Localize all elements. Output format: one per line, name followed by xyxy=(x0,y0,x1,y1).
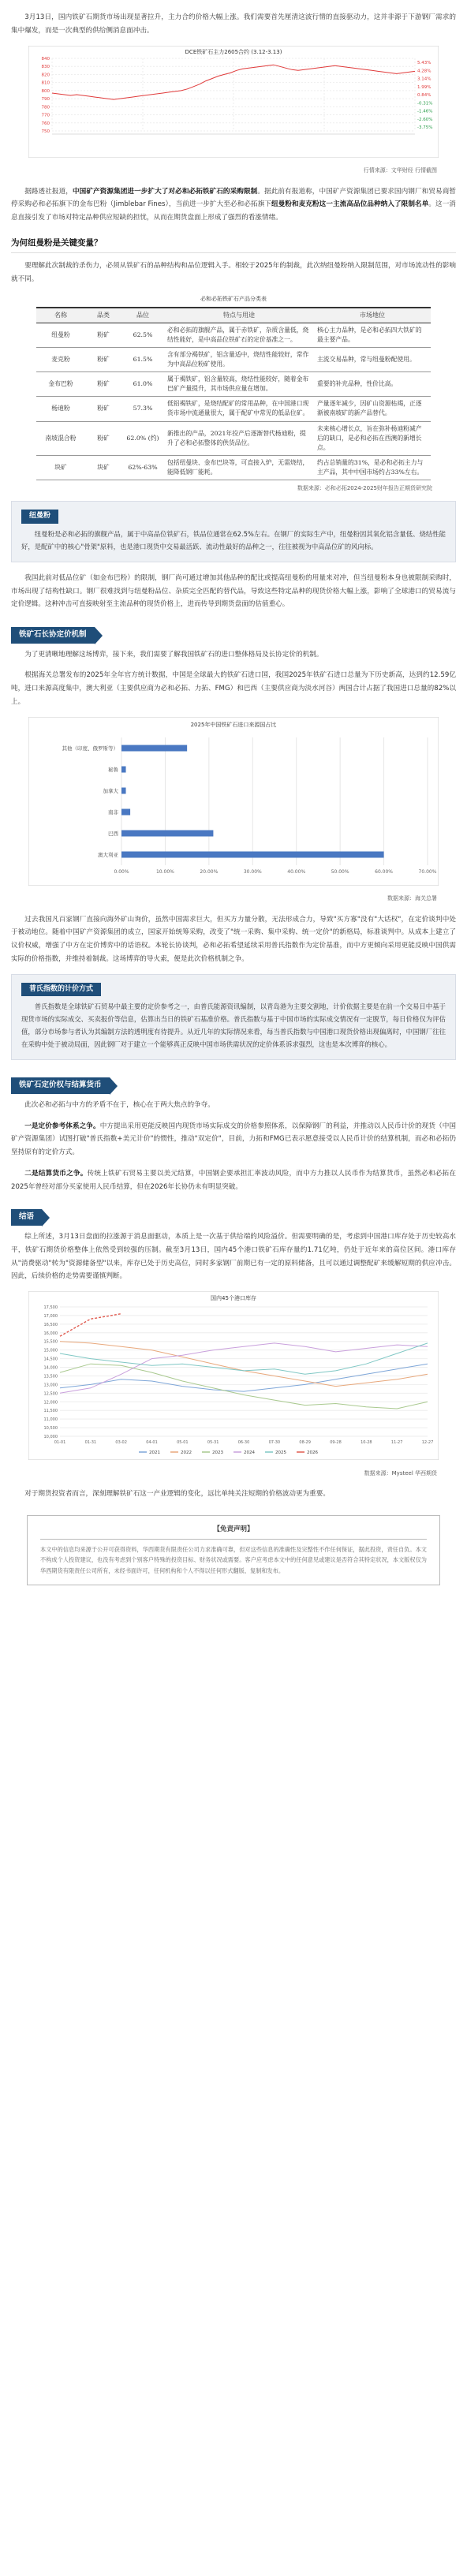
x-tick-label: 05-31 xyxy=(207,1440,219,1446)
pct-tick-label: 4.28% xyxy=(417,68,432,73)
futures-price-chart xyxy=(28,46,439,158)
table-cell: 粉矿 xyxy=(85,372,121,397)
y-tick-label: 12,000 xyxy=(43,1400,58,1406)
bar xyxy=(121,851,384,857)
section2-paragraph-2: 根据海关总署发布的2025年全年官方统计数据，中国是全球最大的铁矿石进口国，我国2025年铁矿石进口总量为下历史新高，达到约12.59亿吨，进口来源高度集中，澳大利亚（主要供应商为必和必拓、力拓、FMG）和巴西（主要供应商为淡水河谷）两国合计占据了我国进口总量的82%以上。 xyxy=(11,671,456,706)
table-cell: 61.5% xyxy=(121,348,164,372)
x-tick-label: 01-01 xyxy=(54,1440,66,1446)
section4-paragraph-1: 综上所述，3月13日盘面的拉涨源于消息面驱动，本质上是一次基于供给端的风险溢价。但需要明确的是，考虑到中国港口库存处于历史较高水平，铁矿石期货价格整体上依然受到较强的压制。截至3月13日，国内45个港口铁矿石库存量约1.71亿吨，仍处于近年来的高位区间。港口库存从"消费驱动"转为"资源储备型"以来，库存已处于历史高位，同时多家钢厂前期已有一定的原料储备，且可以通过调整配矿来缓解短期的供应冲击。因此，后续价格的走势需要谨慎判断。 xyxy=(11,1233,456,1281)
table-source: 数据来源：必和必拓2024-2025财年报告正期货研究院 xyxy=(297,484,432,491)
y-tick-label: 11,000 xyxy=(43,1417,58,1423)
table-cell: 新推出的产品，2021年投产后逐渐替代杨迪粉，提升了必和必拓整体的供货品位。 xyxy=(164,421,314,455)
y-tick-label: 13,500 xyxy=(43,1374,58,1379)
table-cell: 62.0% (约) xyxy=(121,421,164,455)
table-cell: 块矿 xyxy=(85,455,121,480)
callout-text: 普氏指数是全球铁矿石贸易中最主要的定价参考之一，由普氏能源资讯编制，以青岛港为主要交割地，计价依据主要是在前一个交易日中基于现货市场的实际成交、买卖报价等信息，估算出当日的铁矿石基准价格。普氏指数与基于中国市场的实际成交情况有一定脱节，每日价格仅为评估值，部分市场参与者认为其编制方法的透明度有待提升。从近几年的实际情况来看，每当普氏指数与中国港口现货价格出现偏离时，中国钢厂往往在采购中处于被动局面，因此钢厂对于建立一个能够真正反映中国市场供需状况的定价体系诉求强烈，这也是本次博弈的核心。 xyxy=(21,1002,446,1049)
intro-paragraph-1: 3月13日，国内铁矿石期货市场出现显著拉升，主力合约价格大幅上涨。我们需要首先厘清这波行情的直接驱动力，这并非源于下游钢厂需求的集中爆发，而是一次典型的供给侧消息面冲击。 xyxy=(11,13,456,35)
x-tick-label: 06-30 xyxy=(237,1440,250,1446)
table-header-cell: 市场地位 xyxy=(314,308,431,323)
x-tick-label: 01-31 xyxy=(84,1440,97,1446)
table-cell: 重要的补充品种，性价比高。 xyxy=(314,372,431,397)
table-row xyxy=(36,348,431,372)
table-header-cell: 特点与用途 xyxy=(164,308,314,323)
x-tick-label: 05-01 xyxy=(177,1440,189,1446)
futures-chart-figure xyxy=(11,46,456,176)
table-row xyxy=(36,323,431,347)
callout-tag: 纽曼粉 xyxy=(21,510,58,524)
table-header-cell: 品类 xyxy=(85,308,121,323)
pct-tick-label: 1.99% xyxy=(417,84,432,90)
x-tick-label: 04-01 xyxy=(146,1440,158,1446)
legend-label: 2022 xyxy=(181,1450,192,1456)
pct-tick-label: -3.75% xyxy=(417,125,433,130)
section4-paragraph-2: 对于期货投资者而言，深刻理解铁矿石这一产业逻辑的变化，远比单纯关注短期的价格波动更为重要。 xyxy=(24,1490,330,1499)
y-tick-label: 15,500 xyxy=(43,1339,58,1345)
y-tick-label: 760 xyxy=(41,121,50,126)
section3-paragraph-2: 一是定价参考体系之争。中方提出采用更能反映国内现货市场实际成交的价格参照体系，以保障钢厂的利益，并推动以人民币计价的现货（中国矿产资源集团）试图打破"普氏指数+美元计价"的惯性，推动"双定价"，目前，力拓和FMG已表示愿意接受以人民币计价的结算机制，而必和必拓仍坚持原有的定价方式。 xyxy=(11,1122,456,1157)
table-cell: 未来核心增长点，旨在弥补杨迪粉减产后的缺口，是必和必拓在西澳的新增长点。 xyxy=(314,421,431,455)
callout-newman xyxy=(11,501,456,562)
table-cell: 61.0% xyxy=(121,372,164,397)
bar xyxy=(121,830,213,836)
section-header-conclusion: 结语 xyxy=(11,1209,42,1226)
section2-paragraph-1: 为了更清晰地理解这场博弈，接下来，我们需要了解我国铁矿石的进口整体格局及长协定价的机制。 xyxy=(24,650,323,659)
table-row xyxy=(36,372,431,397)
table-cell: 主流交易品种，常与纽曼粉配使用。 xyxy=(314,348,431,372)
y-tick-label: 750 xyxy=(41,129,50,134)
callout-tag: 普氏指数的计价方式 xyxy=(21,983,101,997)
table-cell: 62%-63% xyxy=(121,455,164,480)
table-row xyxy=(36,397,431,421)
import-chart-figure xyxy=(11,717,456,904)
x-tick-label: 10-28 xyxy=(361,1440,372,1446)
x-tick-label: 12-27 xyxy=(421,1440,434,1446)
y-tick-label: 11,500 xyxy=(43,1409,58,1414)
table-header-cell: 名称 xyxy=(36,308,85,323)
x-tick-label: 20.00% xyxy=(200,868,219,875)
table-cell: 约占总销量的31%，是必和必拓主力与主产品，其中中国市场约占33%左右。 xyxy=(314,455,431,480)
section3-paragraph-3: 二是结算货币之争。传统上铁矿石贸易主要以美元结算，中国钢企要承担汇率波动风险，而中方力推以人民币作为结算货币，虽然必和必拓在2025年曾经对部分买家使用人民币结算，但在2026年长协仍未有明显突破。 xyxy=(11,1169,456,1191)
y-tick-label: 810 xyxy=(41,80,50,86)
legend-label: 2021 xyxy=(149,1450,160,1456)
y-tick-label: 780 xyxy=(41,104,50,110)
section1-paragraph: 要理解此次制裁的杀伤力，必须从铁矿石的品种结构和品位逻辑入手。相较于2025年的制裁，此次纳纽曼粉纳入限制范围，对市场流动性的影响就不同。 xyxy=(11,262,456,283)
category-label: 秘鲁 xyxy=(108,766,118,773)
inventory-chart-figure xyxy=(11,1291,456,1478)
chart-caption: 行情来源：文华财经 行情截图 xyxy=(363,167,437,174)
disclaimer-title: 【免责声明】 xyxy=(40,1524,427,1540)
x-tick-label: 60.00% xyxy=(375,868,394,875)
y-tick-label: 15,000 xyxy=(43,1348,58,1353)
x-tick-label: 08-29 xyxy=(299,1440,311,1446)
chart-caption: 数据来源：海关总署 xyxy=(387,895,437,902)
y-tick-label: 14,000 xyxy=(43,1365,58,1371)
x-tick-label: 0.00% xyxy=(114,868,129,875)
y-tick-label: 12,500 xyxy=(43,1391,58,1397)
table-cell: 纽曼粉 xyxy=(36,323,85,347)
pct-tick-label: -2.60% xyxy=(417,117,433,122)
section2-paragraph-3: 过去我国凡百家钢厂直接向海外矿山询价，虽然中国需求巨大，但买方力量分散，无法形成合力，导致"买方寡"没有"大话权"，在定价谈判中处于被动地位。随着中国矿产资源集团的成立，国家开始统筹采购，改变了"统一采购、集中采购、统一定价"的新格局，标准谈判中。从成本上建立了议价权威，增强了中方在定价博弈中的话语权。本轮长协谈判，必和必拓希望延续采用普氏指数作为定价基准，而中方更倾向采用更能反映中国供需实际的价格指数，并维持着制裁。这场博弈的导火索，便是此次价格机制之争。 xyxy=(11,915,456,963)
y-tick-label: 14,500 xyxy=(43,1357,58,1362)
category-label: 其他（印度、俄罗斯等） xyxy=(62,745,118,752)
chart-title: DCE铁矿石主力2605合约 (3.12-3.13) xyxy=(185,48,282,55)
bar xyxy=(121,787,126,793)
bar xyxy=(121,808,130,815)
pct-tick-label: -0.31% xyxy=(417,100,433,106)
section3-paragraph-1: 此次必和必拓与中方的矛盾不在于，核心在于两大焦点的争夺。 xyxy=(24,1100,215,1109)
table-cell: 麦克粉 xyxy=(36,348,85,372)
disclaimer-box xyxy=(27,1515,440,1585)
table-cell: 核心主力品种，是必和必拓四大铁矿的最主要产品。 xyxy=(314,323,431,347)
legend-label: 2026 xyxy=(307,1450,318,1456)
table-row xyxy=(36,455,431,480)
table-cell: 杨迪粉 xyxy=(36,397,85,421)
table-cell: 包括纽曼块、金布巴块等，可直接入炉，无需烧结，能降低钢厂能耗。 xyxy=(164,455,314,480)
table-cell: 必和必拓的旗舰产品，属于赤铁矿，杂质含量低，烧结性能好，是中高品位铁矿石的定价基准之一。 xyxy=(164,323,314,347)
table-caption: 必和必拓铁矿石产品分类表 xyxy=(200,295,267,302)
y-tick-label: 10,000 xyxy=(43,1435,58,1440)
x-tick-label: 03-02 xyxy=(115,1440,127,1446)
x-tick-label: 11-27 xyxy=(390,1440,403,1446)
x-tick-label: 09-28 xyxy=(330,1440,342,1446)
y-tick-label: 13,000 xyxy=(43,1383,58,1388)
y-tick-label: 10,500 xyxy=(43,1426,58,1432)
table-cell: 57.3% xyxy=(121,397,164,421)
table-cell: 低铝褐铁矿，是烧结配矿的常用品种，在中国港口现货市场中流通量很大，属于配矿中常见的低品位矿。 xyxy=(164,397,314,421)
table-cell: 粉矿 xyxy=(85,348,121,372)
pct-tick-label: 0.84% xyxy=(417,92,432,98)
section-header-pricing: 铁矿石长协定价机制 xyxy=(11,627,95,644)
table-cell: 粉矿 xyxy=(85,323,121,347)
intro-paragraph-2: 据路透社报道，中国矿产资源集团进一步扩大了对必和必拓铁矿石的采购限制。据此前有报道称，中国矿产资源集团已要求国内钢厂和贸易商暂停采购必和必拓旗下的金布巴粉（Jimblebar Fines），当前进一步扩大至必和必拓旗下纽曼粉和麦克粉这一主流高品位品种纳入了限制名单。这一消息直接引发了市场对特定品种供应短缺的担忧，从而在期货盘面上形成了强烈的看涨情绪。 xyxy=(11,187,456,222)
pct-tick-label: -1.46% xyxy=(417,109,433,114)
table-cell: 含有部分褐铁矿，铝含量适中，烧结性能较好，常作为中高品位粉矿使用。 xyxy=(164,348,314,372)
y-tick-label: 840 xyxy=(41,56,50,62)
table-cell: 粉矿 xyxy=(85,397,121,421)
x-tick-label: 50.00% xyxy=(331,868,349,875)
port-inventory-chart xyxy=(28,1291,439,1460)
y-tick-label: 17,000 xyxy=(43,1314,58,1320)
section-title: 为何纽曼粉是关键变量？ xyxy=(11,236,456,253)
chart-title: 国内45个港口库存 xyxy=(211,1295,256,1302)
y-tick-label: 830 xyxy=(41,64,50,69)
table-cell: 属于褐铁矿，铝含量较高，烧结性能较好，随着金布巴矿产量提升，其市场供应量在增加。 xyxy=(164,372,314,397)
y-tick-label: 770 xyxy=(41,113,50,118)
legend-label: 2025 xyxy=(275,1450,286,1456)
x-tick-label: 30.00% xyxy=(243,868,262,875)
table-header-cell: 品位 xyxy=(121,308,164,323)
disclaimer-text: 本文中的信息均来源于公开可获得资料，华西期货有限责任公司力求准确可靠，但对这些信息的准确性及完整性不作任何保证，据此投资，责任自负。本文不构成个人投资建议，也没有考虑到个别客户特殊的投资目标、财务状况或需要。客户应考虑本文中的任何意见或建议是否符合其特定状况，本文版权仅为华西期货有限责任公司所有，未经书面许可，任何机构和个人不得以任何形式翻版、复制和发布。 xyxy=(40,1545,427,1575)
y-tick-label: 17,500 xyxy=(43,1305,58,1311)
x-tick-label: 07-30 xyxy=(268,1440,281,1446)
table-cell: 粉矿 xyxy=(85,421,121,455)
category-label: 加拿大 xyxy=(103,787,118,794)
product-table xyxy=(36,294,431,480)
bar xyxy=(121,766,126,772)
section1-paragraph-2: 我国此前对低品位矿（如金布巴粉）的限制，钢厂尚可通过增加其他品种的配比或提高纽曼粉的用量来对冲，但当纽曼粉本身也被限制采购时，市场出现了结构性缺口。钢厂很难找到与纽曼粉品位、杂质完全匹配的替代品，导致这些特定品种的现货价格大幅上涨，影响了全球港口的贸易流与定价逻辑。这种冲击可直接映射至主流品种的现货价格上，进而传导到期货盘面的估值重心。 xyxy=(11,573,456,609)
x-tick-label: 40.00% xyxy=(287,868,306,875)
table-cell: 块矿 xyxy=(36,455,85,480)
category-label: 澳大利亚 xyxy=(98,851,118,858)
y-tick-label: 800 xyxy=(41,88,50,94)
x-tick-label: 70.00% xyxy=(418,868,437,875)
pct-tick-label: 5.43% xyxy=(417,60,432,65)
table-row xyxy=(36,421,431,455)
x-tick-label: 10.00% xyxy=(155,868,174,875)
import-share-chart xyxy=(28,717,439,886)
table-cell: 62.5% xyxy=(121,323,164,347)
table-cell: 金布巴粉 xyxy=(36,372,85,397)
legend-label: 2023 xyxy=(212,1450,223,1456)
pct-tick-label: 3.14% xyxy=(417,77,432,81)
table-header-row xyxy=(36,308,431,323)
callout-platts xyxy=(11,974,456,1061)
y-tick-label: 820 xyxy=(41,72,50,77)
table-cell: 南坡混合粉 xyxy=(36,421,85,455)
y-tick-label: 16,500 xyxy=(43,1322,58,1327)
table-cell: 产量逐年减少，因矿山资源枯竭，正逐渐被南坡矿的新产品替代。 xyxy=(314,397,431,421)
bar xyxy=(121,745,187,751)
y-tick-label: 790 xyxy=(41,96,50,102)
callout-text: 纽曼粉是必和必拓的旗舰产品，属于中高品位铁矿石，铁品位通常在62.5%左右。在钢厂的实际生产中，纽曼粉因其氧化铝含量低、烧结性能好，是配矿中的核心"骨架"原料，也是港口现货中交易最活跃、流动性最好的品种之一，往往被视为中高品位矿的风向标。 xyxy=(21,529,446,551)
section-header-currency: 铁矿石定价权与结算货币 xyxy=(11,1077,110,1094)
category-label: 南非 xyxy=(108,808,118,816)
chart-caption: 数据来源：Mysteel 华西期货 xyxy=(364,1469,437,1477)
category-label: 巴西 xyxy=(108,830,118,837)
legend-label: 2024 xyxy=(244,1450,255,1456)
y-tick-label: 16,000 xyxy=(43,1331,58,1336)
chart-title: 2025年中国铁矿石进口来源国占比 xyxy=(190,721,277,728)
